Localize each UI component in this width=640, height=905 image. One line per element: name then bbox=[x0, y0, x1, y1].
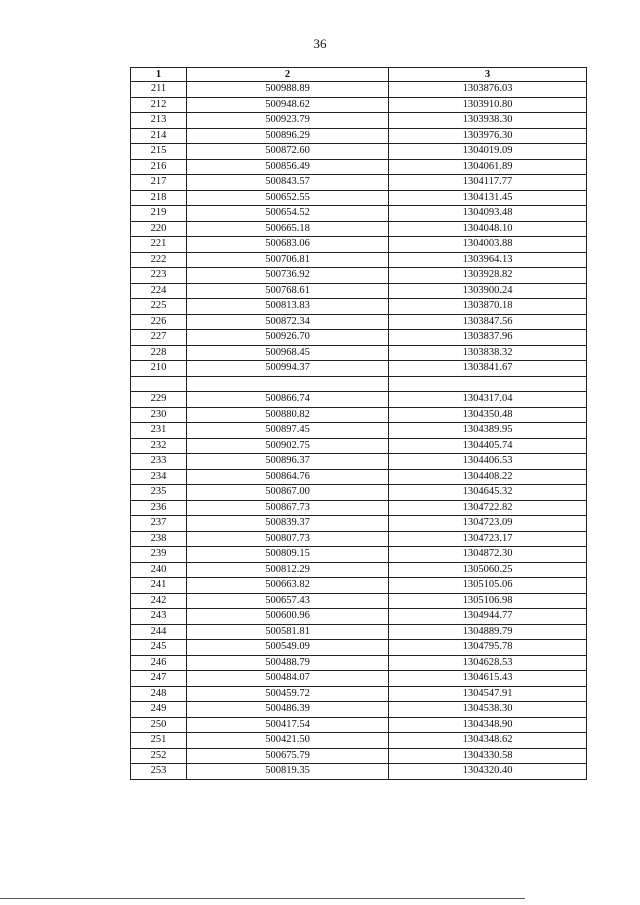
cell-x-coordinate: 500819.35 bbox=[187, 764, 389, 780]
cell-y-coordinate: 1304944.77 bbox=[389, 609, 587, 625]
cell-x-coordinate: 500768.61 bbox=[187, 283, 389, 299]
table-row bbox=[131, 686, 587, 702]
cell-y-coordinate: 1304320.40 bbox=[389, 764, 587, 780]
table-row bbox=[131, 531, 587, 547]
cell-point-number: 213 bbox=[131, 113, 187, 129]
cell-point-number: 241 bbox=[131, 578, 187, 594]
cell-point-number: 220 bbox=[131, 221, 187, 237]
column-header-x: 2 bbox=[187, 68, 389, 82]
cell-y-coordinate: 1303870.18 bbox=[389, 299, 587, 315]
cell-y-coordinate: 1304117.77 bbox=[389, 175, 587, 191]
cell-y-coordinate: 1304048.10 bbox=[389, 221, 587, 237]
cell-y-coordinate: 1304547.91 bbox=[389, 686, 587, 702]
table-row bbox=[131, 159, 587, 175]
table-row bbox=[131, 206, 587, 222]
cell-y-coordinate: 1304061.89 bbox=[389, 159, 587, 175]
table-row bbox=[131, 345, 587, 361]
cell-y-coordinate: 1304795.78 bbox=[389, 640, 587, 656]
cell-y-coordinate: 1304645.32 bbox=[389, 485, 587, 501]
cell-point-number: 224 bbox=[131, 283, 187, 299]
table-row bbox=[131, 640, 587, 656]
table-row bbox=[131, 190, 587, 206]
cell-x-coordinate: 500994.37 bbox=[187, 361, 389, 377]
page-number: 36 bbox=[313, 36, 327, 51]
cell-x-coordinate: 500421.50 bbox=[187, 733, 389, 749]
cell-x-coordinate: 500867.00 bbox=[187, 485, 389, 501]
table-row bbox=[131, 330, 587, 346]
cell-y-coordinate: 1304405.74 bbox=[389, 438, 587, 454]
cell-y-coordinate: 1303876.03 bbox=[389, 82, 587, 98]
cell-point-number: 217 bbox=[131, 175, 187, 191]
cell-x-coordinate: 500864.76 bbox=[187, 469, 389, 485]
cell-point-number: 246 bbox=[131, 655, 187, 671]
cell-y-coordinate: 1304093.48 bbox=[389, 206, 587, 222]
cell-x-coordinate: 500923.79 bbox=[187, 113, 389, 129]
cell-y-coordinate: 1303841.67 bbox=[389, 361, 587, 377]
cell-y-coordinate: 1303964.13 bbox=[389, 252, 587, 268]
cell-point-number: 232 bbox=[131, 438, 187, 454]
cell-y-coordinate: 1303938.30 bbox=[389, 113, 587, 129]
cell-x-coordinate: 500926.70 bbox=[187, 330, 389, 346]
cell-x-coordinate: 500484.07 bbox=[187, 671, 389, 687]
cell-x-coordinate: 500897.45 bbox=[187, 423, 389, 439]
cell-y-coordinate: 1303838.32 bbox=[389, 345, 587, 361]
table-row bbox=[131, 438, 587, 454]
table-row bbox=[131, 252, 587, 268]
cell-y-coordinate: 1304889.79 bbox=[389, 624, 587, 640]
table-row bbox=[131, 392, 587, 408]
table-row bbox=[131, 469, 587, 485]
table-row bbox=[131, 299, 587, 315]
table-row bbox=[131, 562, 587, 578]
cell-y-coordinate: 1304348.90 bbox=[389, 717, 587, 733]
cell-x-coordinate: 500988.89 bbox=[187, 82, 389, 98]
cell-x-coordinate: 500654.52 bbox=[187, 206, 389, 222]
table-row bbox=[131, 314, 587, 330]
cell-x-coordinate: 500663.82 bbox=[187, 578, 389, 594]
cell-y-coordinate: 1303900.24 bbox=[389, 283, 587, 299]
cell-x-coordinate: 500459.72 bbox=[187, 686, 389, 702]
table-row bbox=[131, 733, 587, 749]
cell-point-number: 219 bbox=[131, 206, 187, 222]
table-header-row bbox=[131, 68, 587, 82]
cell-x-coordinate: 500866.74 bbox=[187, 392, 389, 408]
cell-point-number: 218 bbox=[131, 190, 187, 206]
cell-point-number: 214 bbox=[131, 128, 187, 144]
table-row bbox=[131, 593, 587, 609]
cell-y-coordinate: 1304330.58 bbox=[389, 748, 587, 764]
cell-point-number: 237 bbox=[131, 516, 187, 532]
cell-x-coordinate bbox=[187, 376, 389, 392]
footer-divider bbox=[0, 898, 525, 899]
cell-point-number: 244 bbox=[131, 624, 187, 640]
cell-point-number: 242 bbox=[131, 593, 187, 609]
table-row bbox=[131, 144, 587, 160]
cell-point-number: 228 bbox=[131, 345, 187, 361]
cell-point-number: 245 bbox=[131, 640, 187, 656]
table-row bbox=[131, 283, 587, 299]
cell-point-number: 250 bbox=[131, 717, 187, 733]
cell-x-coordinate: 500872.34 bbox=[187, 314, 389, 330]
coordinates-table bbox=[130, 67, 587, 780]
cell-x-coordinate: 500902.75 bbox=[187, 438, 389, 454]
table-row bbox=[131, 764, 587, 780]
cell-y-coordinate: 1304615.43 bbox=[389, 671, 587, 687]
cell-y-coordinate: 1304348.62 bbox=[389, 733, 587, 749]
cell-point-number: 216 bbox=[131, 159, 187, 175]
cell-x-coordinate: 500948.62 bbox=[187, 97, 389, 113]
cell-point-number: 227 bbox=[131, 330, 187, 346]
cell-x-coordinate: 500968.45 bbox=[187, 345, 389, 361]
cell-y-coordinate: 1304723.09 bbox=[389, 516, 587, 532]
cell-y-coordinate: 1304872.30 bbox=[389, 547, 587, 563]
cell-x-coordinate: 500809.15 bbox=[187, 547, 389, 563]
cell-x-coordinate: 500652.55 bbox=[187, 190, 389, 206]
cell-x-coordinate: 500843.57 bbox=[187, 175, 389, 191]
cell-y-coordinate: 1304019.09 bbox=[389, 144, 587, 160]
cell-point-number: 210 bbox=[131, 361, 187, 377]
table-row bbox=[131, 578, 587, 594]
cell-point-number: 222 bbox=[131, 252, 187, 268]
cell-point-number: 215 bbox=[131, 144, 187, 160]
cell-point-number: 231 bbox=[131, 423, 187, 439]
cell-point-number: 248 bbox=[131, 686, 187, 702]
cell-y-coordinate: 1304406.53 bbox=[389, 454, 587, 470]
cell-point-number: 247 bbox=[131, 671, 187, 687]
table-row bbox=[131, 454, 587, 470]
cell-y-coordinate: 1303928.82 bbox=[389, 268, 587, 284]
cell-x-coordinate: 500417.54 bbox=[187, 717, 389, 733]
cell-y-coordinate: 1305106.98 bbox=[389, 593, 587, 609]
cell-y-coordinate: 1304723.17 bbox=[389, 531, 587, 547]
cell-x-coordinate: 500665.18 bbox=[187, 221, 389, 237]
column-header-point: 1 bbox=[131, 68, 187, 82]
cell-point-number: 253 bbox=[131, 764, 187, 780]
table-row bbox=[131, 702, 587, 718]
table-body bbox=[131, 82, 587, 780]
column-header-y: 3 bbox=[389, 68, 587, 82]
cell-y-coordinate: 1304538.30 bbox=[389, 702, 587, 718]
table-row bbox=[131, 500, 587, 516]
cell-y-coordinate: 1304131.45 bbox=[389, 190, 587, 206]
table-row bbox=[131, 221, 587, 237]
cell-point-number: 229 bbox=[131, 392, 187, 408]
cell-x-coordinate: 500839.37 bbox=[187, 516, 389, 532]
cell-x-coordinate: 500736.92 bbox=[187, 268, 389, 284]
table-row bbox=[131, 237, 587, 253]
cell-y-coordinate: 1304722.82 bbox=[389, 500, 587, 516]
table-row bbox=[131, 128, 587, 144]
cell-point-number: 223 bbox=[131, 268, 187, 284]
cell-y-coordinate: 1304003.88 bbox=[389, 237, 587, 253]
cell-point-number: 239 bbox=[131, 547, 187, 563]
cell-x-coordinate: 500488.79 bbox=[187, 655, 389, 671]
cell-point-number: 235 bbox=[131, 485, 187, 501]
cell-point-number: 233 bbox=[131, 454, 187, 470]
cell-point-number: 240 bbox=[131, 562, 187, 578]
cell-x-coordinate: 500807.73 bbox=[187, 531, 389, 547]
cell-point-number: 251 bbox=[131, 733, 187, 749]
cell-point-number: 230 bbox=[131, 407, 187, 423]
cell-point-number bbox=[131, 376, 187, 392]
cell-x-coordinate: 500896.37 bbox=[187, 454, 389, 470]
cell-point-number: 225 bbox=[131, 299, 187, 315]
cell-x-coordinate: 500683.06 bbox=[187, 237, 389, 253]
cell-y-coordinate: 1304317.04 bbox=[389, 392, 587, 408]
cell-y-coordinate: 1304628.53 bbox=[389, 655, 587, 671]
table-row bbox=[131, 516, 587, 532]
table-row bbox=[131, 748, 587, 764]
cell-point-number: 249 bbox=[131, 702, 187, 718]
cell-x-coordinate: 500706.81 bbox=[187, 252, 389, 268]
table-row bbox=[131, 717, 587, 733]
cell-point-number: 252 bbox=[131, 748, 187, 764]
table-row bbox=[131, 407, 587, 423]
cell-x-coordinate: 500872.60 bbox=[187, 144, 389, 160]
cell-x-coordinate: 500486.39 bbox=[187, 702, 389, 718]
table-row bbox=[131, 485, 587, 501]
table-row bbox=[131, 671, 587, 687]
table-row bbox=[131, 97, 587, 113]
table-row bbox=[131, 175, 587, 191]
table-row bbox=[131, 82, 587, 98]
cell-y-coordinate: 1304389.95 bbox=[389, 423, 587, 439]
table-row bbox=[131, 376, 587, 392]
cell-point-number: 226 bbox=[131, 314, 187, 330]
cell-point-number: 243 bbox=[131, 609, 187, 625]
cell-y-coordinate: 1303976.30 bbox=[389, 128, 587, 144]
cell-point-number: 236 bbox=[131, 500, 187, 516]
cell-x-coordinate: 500657.43 bbox=[187, 593, 389, 609]
cell-y-coordinate: 1305060.25 bbox=[389, 562, 587, 578]
cell-x-coordinate: 500880.82 bbox=[187, 407, 389, 423]
cell-x-coordinate: 500896.29 bbox=[187, 128, 389, 144]
cell-y-coordinate: 1303847.56 bbox=[389, 314, 587, 330]
cell-point-number: 234 bbox=[131, 469, 187, 485]
cell-x-coordinate: 500581.81 bbox=[187, 624, 389, 640]
table-row bbox=[131, 547, 587, 563]
cell-x-coordinate: 500812.29 bbox=[187, 562, 389, 578]
cell-x-coordinate: 500856.49 bbox=[187, 159, 389, 175]
table-row bbox=[131, 361, 587, 377]
table-row bbox=[131, 624, 587, 640]
cell-x-coordinate: 500813.83 bbox=[187, 299, 389, 315]
table-row bbox=[131, 655, 587, 671]
cell-point-number: 238 bbox=[131, 531, 187, 547]
cell-point-number: 221 bbox=[131, 237, 187, 253]
cell-point-number: 212 bbox=[131, 97, 187, 113]
table-row bbox=[131, 423, 587, 439]
cell-x-coordinate: 500549.09 bbox=[187, 640, 389, 656]
table-row bbox=[131, 268, 587, 284]
cell-y-coordinate: 1304350.48 bbox=[389, 407, 587, 423]
cell-x-coordinate: 500675.79 bbox=[187, 748, 389, 764]
cell-y-coordinate: 1303837.96 bbox=[389, 330, 587, 346]
cell-point-number: 211 bbox=[131, 82, 187, 98]
cell-x-coordinate: 500867.73 bbox=[187, 500, 389, 516]
cell-y-coordinate: 1303910.80 bbox=[389, 97, 587, 113]
cell-y-coordinate bbox=[389, 376, 587, 392]
cell-x-coordinate: 500600.96 bbox=[187, 609, 389, 625]
cell-y-coordinate: 1305105.06 bbox=[389, 578, 587, 594]
table-row bbox=[131, 113, 587, 129]
cell-y-coordinate: 1304408.22 bbox=[389, 469, 587, 485]
table-row bbox=[131, 609, 587, 625]
